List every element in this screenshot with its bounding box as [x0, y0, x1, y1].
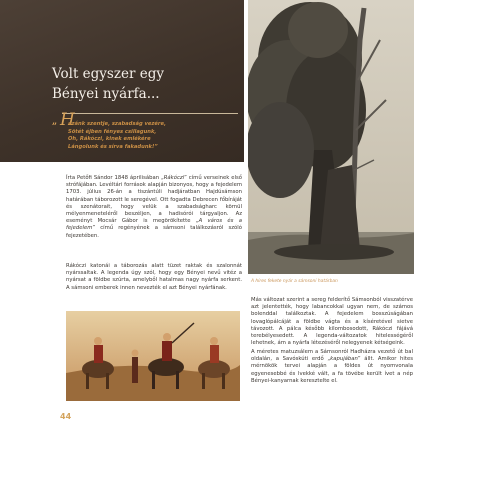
paragraph-intro: Írta Petőfi Sándor 1848 áprilisában „Rákóczi” című verseinek első strófájában. Levéltári források alapján bizonyos, hogy a fejedelem 1703. július 26-án a tiszántúli hadjáratban Hajdúsámson határában táborozott le seregével. Ott fogadta Debrecen főbíráját és szenátorait, hogy velük a szabadságharc körnül mélyenmeneteléről beszéljen, a hadisórói tárgyaljon. Az eseményt Mocsár Gábor is megörökítette „A város és a fejedelem” című regényének a sámsoni találkozásról szóló fejezetében.	[66, 175, 243, 239]
title-divider	[62, 113, 238, 114]
poplar-tree-photo	[248, 0, 414, 274]
quote-initial-letter: H	[60, 110, 75, 130]
paragraph-location: A méretes matuzsálem a Sámsonról Hadházra vezető út bal oldalán, a Savóskúti erdő „kapujában” állt. Amikor hites mérnökök tervei alapján a földes út nyomvonala egyenesebbé és lvekké vált, a fa tövébe került ívet a nép Bényei-kanyarnak keresztelte el.	[251, 349, 413, 384]
horsemen-painting	[66, 311, 240, 401]
page-number: 44	[60, 412, 72, 421]
poem-line: Oh, Rákóczi, kinek emlékére	[68, 136, 151, 143]
poem-line: Lángolunk és sírva fakadunk!”	[68, 143, 158, 150]
horsemen-illustration	[66, 311, 240, 401]
poem-line: azánk szentje, szabadság vezére,	[68, 121, 166, 127]
quote-open-mark: „	[52, 117, 58, 127]
paragraph-legend: Rákóczi katonái a táborozás alatt tüzet raktak és szalonnát nyárssaltak. A legenda úgy szól, hogy egy Bényei nevű vitéz a nyársat a földbe szúrta, amelyből hatalmas nagy nyárfa serkent. A sámsoni emberek innen nevezték el azt Bényei nyárfának.	[66, 263, 242, 291]
paragraph-variant: Más változat szerint a sereg felderítő Sámsonból visszatérve azt jelentették, hogy labancokkal ugyan nem, de számos bolenddal találkoztak. A fejedelem bosszúságában lovaglópálcáját a földbe vágta és a kíséretével sietve távozott. A pálca később kilombosodott, Rákóczi fájává terebélyesedett. A legenda-változatok hitelességéről lehetnek, ám a nyárfa létezéséről nelegyenek kétségeink.	[251, 297, 413, 347]
photo-caption: A híres fekete nyár a sámsoni határban	[251, 279, 338, 284]
title-line-2: Bényei nyárfa...	[52, 86, 160, 102]
page-title	[52, 64, 237, 104]
title-panel	[0, 0, 244, 162]
poem-quote	[68, 121, 238, 151]
poplar-tree-illustration	[248, 0, 414, 274]
poem-line: Sötét éjben fényes csillagunk,	[68, 128, 157, 135]
title-line-1: Volt egyszer egy	[52, 66, 164, 82]
